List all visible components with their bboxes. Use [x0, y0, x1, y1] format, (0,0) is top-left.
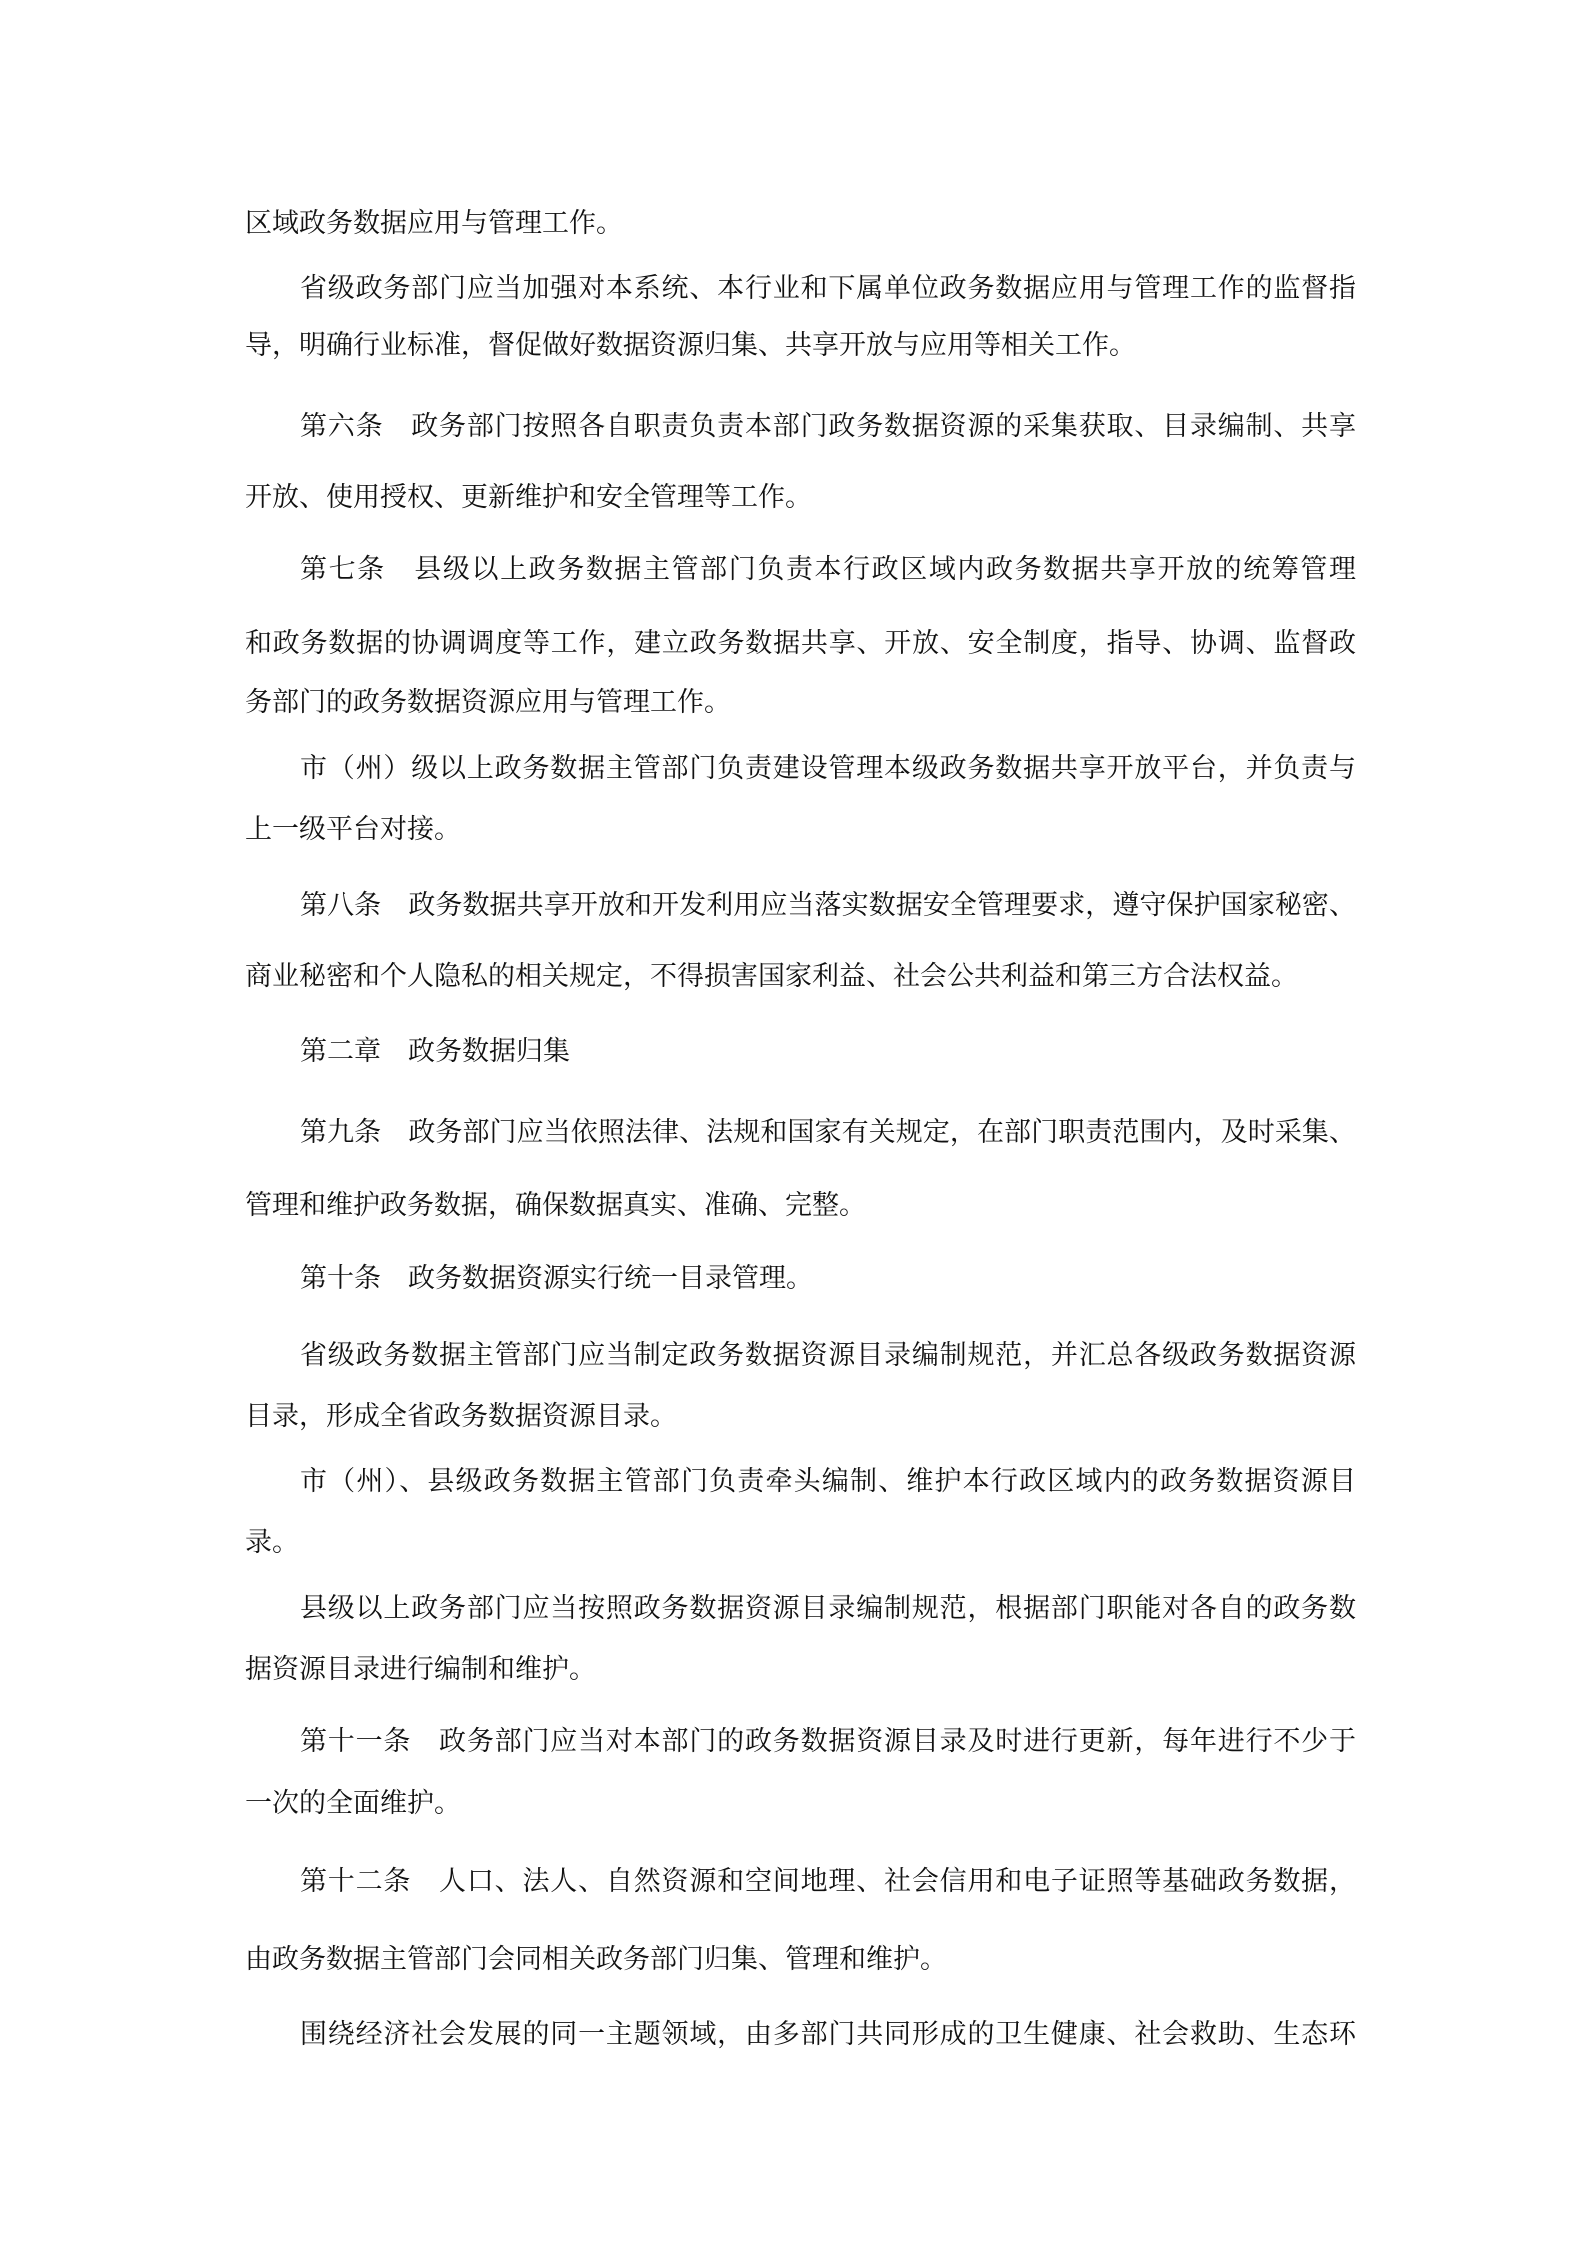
- paragraph-line: 一次的全面维护。: [245, 1788, 461, 1819]
- article-12-line: 第十二条 人口、法人、自然资源和空间地理、社会信用和电子证照等基础政务数据，: [300, 1866, 1356, 1897]
- article-10-line: 第十条 政务数据资源实行统一目录管理。: [300, 1263, 813, 1294]
- article-6-line: 第六条 政务部门按照各自职责负责本部门政务数据资源的采集获取、目录编制、共享: [300, 411, 1356, 442]
- paragraph-line: 商业秘密和个人隐私的相关规定，不得损害国家利益、社会公共利益和第三方合法权益。: [245, 961, 1298, 992]
- article-11-line: 第十一条 政务部门应当对本部门的政务数据资源目录及时进行更新，每年进行不少于: [300, 1726, 1356, 1757]
- paragraph-line: 县级以上政务部门应当按照政务数据资源目录编制规范，根据部门职能对各自的政务数: [300, 1593, 1356, 1624]
- paragraph-line: 和政务数据的协调调度等工作，建立政务数据共享、开放、安全制度，指导、协调、监督政: [245, 628, 1356, 659]
- chapter-heading: 第二章 政务数据归集: [300, 1036, 570, 1067]
- paragraph-line: 围绕经济社会发展的同一主题领域，由多部门共同形成的卫生健康、社会救助、生态环: [300, 2019, 1356, 2050]
- paragraph-line: 管理和维护政务数据，确保数据真实、准确、完整。: [245, 1190, 866, 1221]
- paragraph-line: 务部门的政务数据资源应用与管理工作。: [245, 687, 731, 718]
- paragraph-line: 开放、使用授权、更新维护和安全管理等工作。: [245, 482, 812, 513]
- paragraph-line: 目录，形成全省政务数据资源目录。: [245, 1401, 677, 1432]
- paragraph-line: 录。: [245, 1527, 299, 1558]
- paragraph-line: 市（州）级以上政务数据主管部门负责建设管理本级政务数据共享开放平台，并负责与: [300, 753, 1356, 784]
- paragraph-line: 省级政务部门应当加强对本系统、本行业和下属单位政务数据应用与管理工作的监督指: [300, 273, 1356, 304]
- paragraph-line: 由政务数据主管部门会同相关政务部门归集、管理和维护。: [245, 1944, 947, 1975]
- article-7-line: 第七条 县级以上政务数据主管部门负责本行政区域内政务数据共享开放的统筹管理: [300, 554, 1356, 585]
- paragraph-line: 区域政务数据应用与管理工作。: [245, 208, 623, 239]
- article-8-line: 第八条 政务数据共享开放和开发利用应当落实数据安全管理要求，遵守保护国家秘密、: [300, 890, 1356, 921]
- paragraph-line: 导，明确行业标准，督促做好数据资源归集、共享开放与应用等相关工作。: [245, 330, 1136, 361]
- paragraph-line: 上一级平台对接。: [245, 814, 461, 845]
- paragraph-line: 市（州）、县级政务数据主管部门负责牵头编制、维护本行政区域内的政务数据资源目: [300, 1466, 1356, 1497]
- article-9-line: 第九条 政务部门应当依照法律、法规和国家有关规定，在部门职责范围内，及时采集、: [300, 1117, 1356, 1148]
- paragraph-line: 据资源目录进行编制和维护。: [245, 1654, 596, 1685]
- paragraph-line: 省级政务数据主管部门应当制定政务数据资源目录编制规范，并汇总各级政务数据资源: [300, 1340, 1356, 1371]
